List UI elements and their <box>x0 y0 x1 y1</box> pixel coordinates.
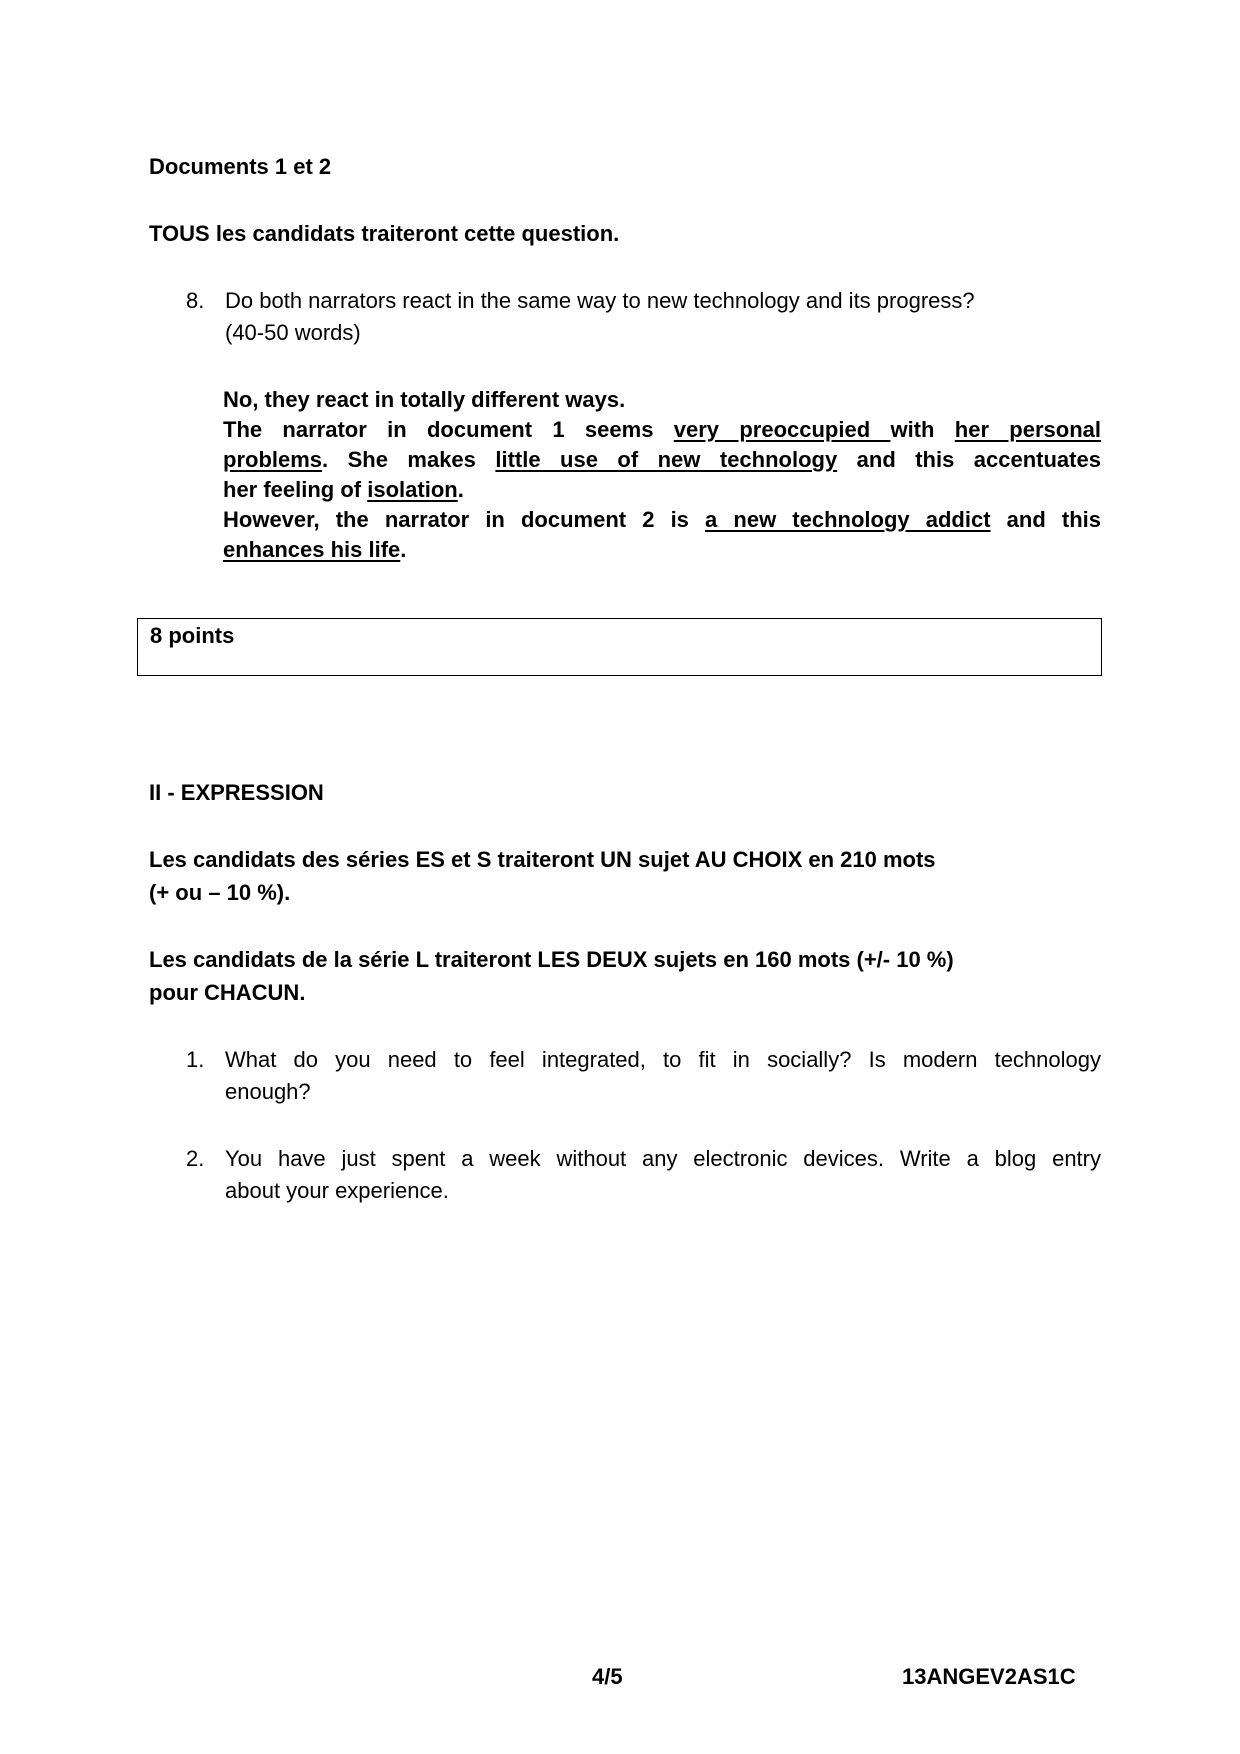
points-box <box>137 618 1102 676</box>
question-word-count: (40-50 words) <box>225 320 361 345</box>
all-candidates-instruction: TOUS les candidats traiteront cette question. <box>149 221 620 246</box>
question-text: Do both narrators react in the same way to new technology and its progress? <box>225 288 975 313</box>
answer-line: her feeling of isolation. <box>223 477 464 502</box>
subject-number: 1. <box>186 1047 205 1072</box>
subject-number: 2. <box>186 1146 205 1171</box>
instruction-l-each: pour CHACUN. <box>149 980 306 1005</box>
subject-text: about your experience. <box>225 1178 449 1203</box>
page-number: 4/5 <box>592 1664 623 1689</box>
model-answer <box>223 385 1101 565</box>
answer-line: The narrator in document 1 seems very preoccupied with her personal <box>223 417 1102 442</box>
answer-line: No, they react in totally different ways. <box>223 387 626 412</box>
document-code: 13ANGEV2AS1C <box>902 1664 1076 1689</box>
section-title: II - EXPRESSION <box>149 780 324 805</box>
instruction-es-s: Les candidats des séries ES et S traiteront UN sujet AU CHOIX en 210 mots <box>149 847 936 872</box>
subject-text: You have just spent a week without any electronic devices. Write a blog entry <box>225 1146 1101 1171</box>
answer-line: However, the narrator in document 2 is a new technology addict and this <box>223 507 1102 532</box>
subject-text: enough? <box>225 1079 311 1104</box>
answer-line: enhances his life. <box>223 537 407 562</box>
instruction-l: Les candidats de la série L traiteront LES DEUX sujets en 160 mots (+/- 10 %) <box>149 947 954 972</box>
answer-line: problems. She makes little use of new technology and this accentuates <box>223 447 1101 472</box>
documents-heading: Documents 1 et 2 <box>149 154 332 179</box>
points-label: 8 points <box>150 623 235 648</box>
question-number: 8. <box>186 288 205 313</box>
subject-text: What do you need to feel integrated, to fit in socially? Is modern technology <box>225 1047 1101 1072</box>
instruction-es-s-margin: (+ ou – 10 %). <box>149 880 291 905</box>
